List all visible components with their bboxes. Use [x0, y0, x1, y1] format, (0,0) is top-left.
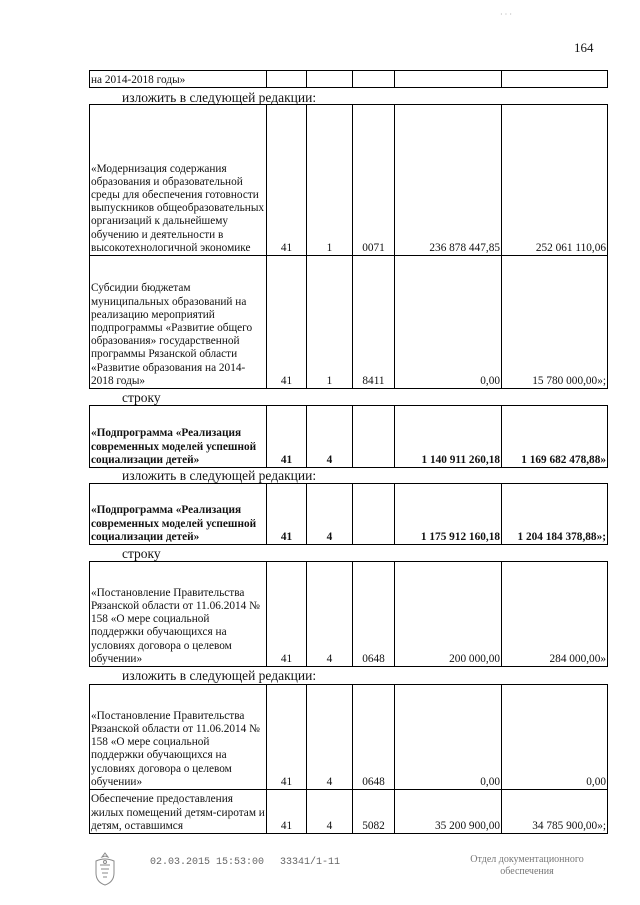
cell-col1 [267, 71, 307, 88]
cell-col1: 41 [267, 562, 307, 667]
phrase-replace: изложить в следующей редакции: [122, 90, 317, 105]
budget-table-4 [89, 483, 608, 545]
table-row [90, 562, 608, 667]
coat-of-arms-icon [92, 851, 118, 887]
phrase-line: строку [122, 546, 161, 561]
cell-col3: 5082 [353, 790, 395, 834]
cell-col2: 1 [307, 256, 353, 389]
cell-col2: 1 [307, 105, 353, 256]
cell-col3: 0648 [353, 685, 395, 790]
cell-col3 [353, 484, 395, 545]
row-name: «Подпрограмма «Реализация современных моделей успешной социализации детей» [90, 484, 267, 545]
cell-col3: 8411 [353, 256, 395, 389]
cell-col1: 41 [267, 406, 307, 468]
table-row [90, 685, 608, 790]
phrase-line: строку [122, 390, 161, 405]
cell-col1: 41 [267, 105, 307, 256]
table-row [90, 71, 608, 88]
stamp-line: Отдел документационного [470, 854, 584, 865]
cell-col5: 0,00 [502, 685, 608, 790]
cell-col2: 4 [307, 790, 353, 834]
cell-col3: 0071 [353, 105, 395, 256]
cell-col5: 15 780 000,00»; [502, 256, 608, 389]
cell-col3 [353, 71, 395, 88]
row-name: «Подпрограмма «Реализация современных моделей успешной социализации детей» [90, 406, 267, 468]
cell-col4: 35 200 900,00 [395, 790, 502, 834]
cell-col2: 4 [307, 484, 353, 545]
phrase-replace: изложить в следующей редакции: [122, 668, 317, 683]
cell-col4: 1 140 911 260,18 [395, 406, 502, 468]
cell-col5: 34 785 900,00»; [502, 790, 608, 834]
budget-table-5 [89, 561, 608, 667]
row-name: Субсидии бюджетам муниципальных образований на реализацию мероприятий подпрограммы «Развитие общего образования» государственной программы Рязанской области «Развитие образования на 2014-2018 годы» [90, 256, 267, 389]
cell-col2: 4 [307, 562, 353, 667]
table-row [90, 484, 608, 545]
document-number: 33341/1-11 [280, 857, 341, 868]
row-name: «Модернизация содержания образования и образовательной среды для обеспечения готовности выпускников общеобразовательных организаций к дальнейшему обучению и деятельности в высокотехнологичной экономике [90, 105, 267, 256]
cell-col2: 4 [307, 406, 353, 468]
budget-table-3 [89, 405, 608, 468]
cell-col4: 236 878 447,85 [395, 105, 502, 256]
table-row [90, 256, 608, 389]
table-row [90, 790, 608, 834]
row-name: «Постановление Правительства Рязанской области от 11.06.2014 № 158 «О мере социальной поддержки обучающихся на условиях договора о целевом обучении» [90, 685, 267, 790]
cell-col5: 1 169 682 478,88» [502, 406, 608, 468]
cell-col2: 4 [307, 685, 353, 790]
budget-table-2 [89, 104, 608, 389]
department-stamp [452, 854, 602, 878]
cell-col2 [307, 71, 353, 88]
corner-mark: · · · [500, 10, 512, 19]
cell-col5: 284 000,00» [502, 562, 608, 667]
cell-col3 [353, 406, 395, 468]
budget-table-6 [89, 684, 608, 834]
cell-col4: 0,00 [395, 685, 502, 790]
cell-col1: 41 [267, 685, 307, 790]
row-name: на 2014-2018 годы» [90, 71, 267, 88]
table-row [90, 406, 608, 468]
phrase-replace: изложить в следующей редакции: [122, 468, 317, 483]
cell-col1: 41 [267, 484, 307, 545]
cell-col5 [502, 71, 608, 88]
page-number: 164 [574, 40, 594, 55]
row-name: «Постановление Правительства Рязанской области от 11.06.2014 № 158 «О мере социальной поддержки обучающихся на условиях договора о целевом обучении» [90, 562, 267, 667]
cell-col3: 0648 [353, 562, 395, 667]
cell-col1: 41 [267, 790, 307, 834]
cell-col5: 252 061 110,06 [502, 105, 608, 256]
cell-col1: 41 [267, 256, 307, 389]
cell-col4: 200 000,00 [395, 562, 502, 667]
cell-col4 [395, 71, 502, 88]
cell-col4: 1 175 912 160,18 [395, 484, 502, 545]
print-datetime: 02.03.2015 15:53:00 [150, 857, 265, 868]
cell-col4: 0,00 [395, 256, 502, 389]
budget-table-1 [89, 70, 608, 88]
cell-col5: 1 204 184 378,88»; [502, 484, 608, 545]
table-row [90, 105, 608, 256]
stamp-line: обеспечения [500, 866, 554, 877]
row-name: Обеспечение предоставления жилых помещений детям-сиротам и детям, оставшимся [90, 790, 267, 834]
